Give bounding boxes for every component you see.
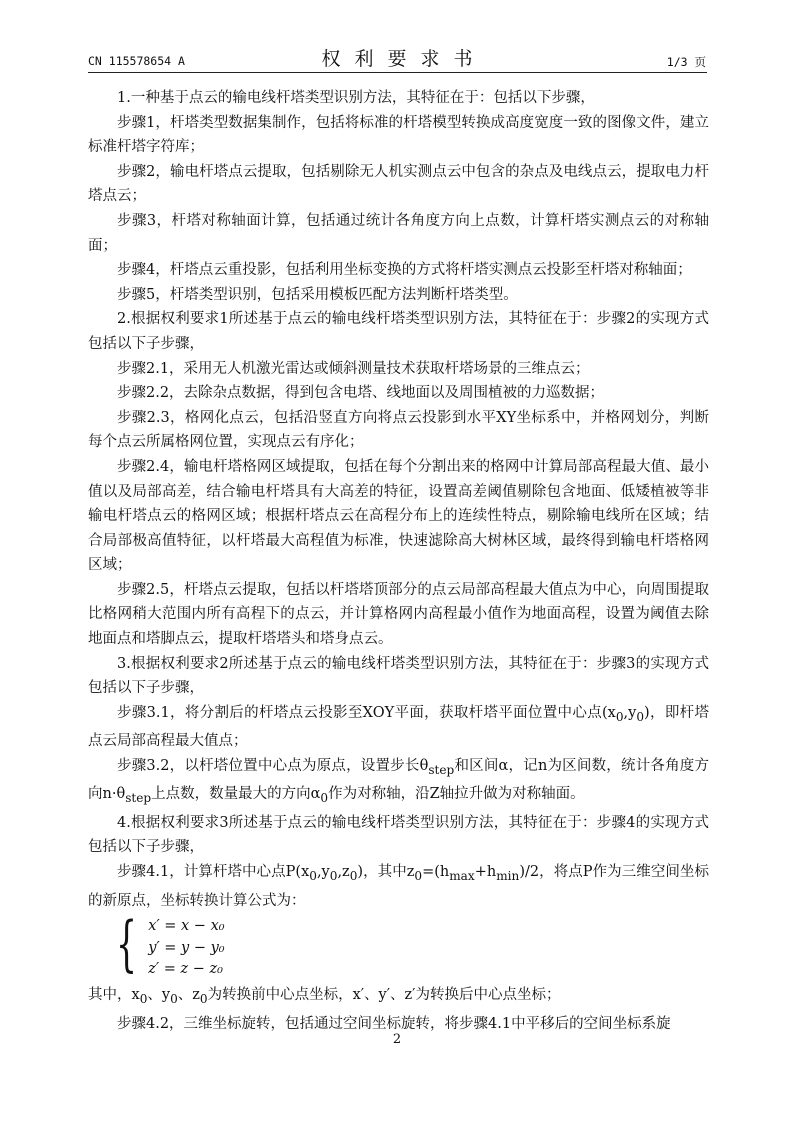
claim-2-step-2-2: 步骤2.2，去除杂点数据，得到包含电塔、线地面以及周围植被的力巡数据； (117, 385, 605, 402)
claim-1-step-4: 步骤4，杆塔点云重投影，包括利用坐标变换的方式将杆塔实测点云投影至杆塔对称轴面； (117, 262, 692, 279)
claim-3-step-3-2: 步骤3.2，以杆塔位置中心点为原点，设置步长$\theta_{step}$和区间α，记n为区间数，统计各角度方向$n\cdot\theta_{step}$上点数，数量最大的方向$\alpha_0$作为对称轴，沿Z轴拉升做为对称轴面。 (88, 757, 709, 806)
equation-system (148, 916, 224, 980)
claim-1-step-1: 步骤1，杆塔类型数据集制作，包括将标准的杆塔模型转换成高度宽度一致的图像文件，建立标准杆塔字符库； (88, 114, 709, 156)
claims-body (88, 86, 709, 1036)
equation-x: x′ = x − x₀ (148, 918, 225, 935)
claim-1-step-3: 步骤3，杆塔对称轴面计算，包括通过统计各角度方向上点数，计算杆塔实测点云的对称轴面； (88, 212, 709, 254)
claim-2: 2.根据权利要求1所述基于点云的输电线杆塔类型识别方法，其特征在于：步骤2的实现方式包括以下子步骤， (88, 311, 709, 352)
claim-4: 4.根据权利要求3所述基于点云的输电线杆塔类型识别方法，其特征在于：步骤4的实现方式包括以下子步骤， (88, 814, 709, 856)
claim-3-step-3-1: 步骤3.1，将分割后的杆塔点云投影至XOY平面，获取杆塔平面位置中心点$(x_0,y_0)$，即杆塔点云局部高程最大值点； (88, 704, 709, 750)
left-brace: { (116, 909, 138, 980)
claim-2-step-2-4: 步骤2.4，输电杆塔格网区域提取，包括在每个分割出来的格网中计算局部高程最大值、最小值以及局部高差，结合输电杆塔具有大高差的特征，设置高差阈值剔除包含地面、低矮植被等非输电杆塔点云的格网区域；根据杆塔点云在高程分布上的连续性特点，剔除输电线所在区域；结合局部极高值特征，以杆塔最大高程值为标准，快速滤除高大树林区域，最终得到输电杆塔格网区域； (88, 458, 709, 574)
header-rule (88, 72, 707, 73)
patent-number: CN 115578654 A (88, 54, 185, 68)
claim-1-step-2: 步骤2，输电杆塔点云提取，包括剔除无人机实测点云中包含的杂点及电线点云，提取电力杆塔点云； (88, 163, 709, 205)
claim-2-step-2-1: 步骤2.1，采用无人机激光雷达或倾斜测量技术获取杆塔场景的三维点云； (117, 360, 590, 377)
equation-y: y′ = y − y₀ (148, 939, 225, 956)
document-title: 权利要求书 (321, 48, 487, 70)
formula-explanation: 其中，$x_0$、$y_0$、$z_0$为转换前中心点坐标，x′、y′、z′为转换后中心点坐标； (88, 987, 561, 1007)
claim-3: 3.根据权利要求2所述基于点云的输电线杆塔类型识别方法，其特征在于：步骤3的实现方式包括以下子步骤， (88, 655, 709, 697)
claim-2-step-2-3: 步骤2.3，格网化点云，包括沿竖直方向将点云投影到水平XY坐标系中，并格网划分，判断每个点云所属格网位置，实现点云有序化； (88, 409, 709, 451)
page-number: 2 (392, 1032, 402, 1047)
equation-z: z′ = z − z₀ (148, 961, 223, 978)
claim-2-step-2-5: 步骤2.5，杆塔点云提取，包括以杆塔塔顶部分的点云局部高程最大值点为中心，向周围提取比格网稍大范围内所有高程下的点云，并计算格网内高程最小值作为地面高程，设置为阈值去除地面点和塔脚点云，提取杆塔塔头和塔身点云。 (88, 581, 709, 648)
claim-1-step-5: 步骤5，杆塔类型识别，包括采用模板匹配方法判断杆塔类型。 (117, 286, 518, 303)
coordinate-translation-formula (116, 909, 709, 980)
claim-4-step-4-2: 步骤4.2，三维坐标旋转，包括通过空间坐标旋转，将步骤4.1中平移后的空间坐标系旋 (117, 1015, 671, 1032)
claim-4-step-4-1: 步骤4.1，计算杆塔中心点$P(x_0,y_0,z_0)$，其中$z_0=(h_{max}+h_{min})/2$，将点P作为三维空间坐标的新原点，坐标转换计算公式为： (88, 864, 709, 909)
claim-1: 1.一种基于点云的输电线杆塔类型识别方法，其特征在于：包括以下步骤， (117, 90, 595, 106)
page-info: 1/3 页 (666, 55, 706, 69)
